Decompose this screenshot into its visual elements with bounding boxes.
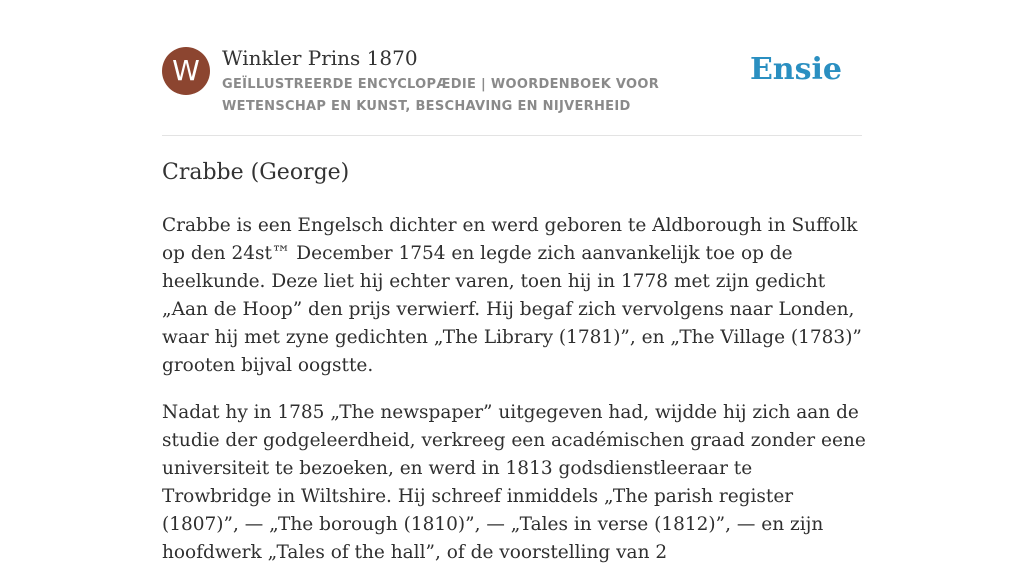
article-body	[162, 212, 867, 586]
source-avatar[interactable]: W	[162, 47, 210, 95]
source-header	[162, 44, 862, 136]
source-title[interactable]: Winkler Prins 1870	[222, 46, 418, 70]
source-subtitle: GEÏLLUSTREERDE ENCYCLOPÆDIE | WOORDENBOEK VOOR WETENSCHAP EN KUNST, BESCHAVING EN NIJVERHEID	[222, 77, 660, 114]
article-paragraph: Nadat hy in 1785 „The newspaper” uitgegeven had, wijdde hij zich aan de studie der godgeleerdheid, verkreeg een académischen graad zonder eene universiteit te bezoeken, en werd in 1813 godsdienstleeraar te Trowbridge in Wiltshire. Hij schreef inmiddels „The parish register (1807)”, — „The borough (1810)”, — „Tales in verse (1812)”, — en zijn hoofdwerk „Tales of the hall”, of de voorstelling van 2	[162, 402, 866, 563]
article-paragraph: Crabbe is een Engelsch dichter en werd geboren te Aldborough in Suffolk op den 24st™ December 1754 en legde zich aanvankelijk toe op de heelkunde. Deze liet hij echter varen, toen hij in 1778 met zijn gedicht „Aan de Hoop” den prijs verwierf. Hij begaf zich vervolgens naar Londen, waar hij met zyne gedichten „The Library (1781)”, en „The Village (1783)” grooten bijval oogstte.	[162, 215, 862, 376]
header-divider	[162, 135, 862, 136]
brand-logo[interactable]: Ensie	[749, 52, 842, 87]
article-title: Crabbe (George)	[162, 160, 350, 185]
